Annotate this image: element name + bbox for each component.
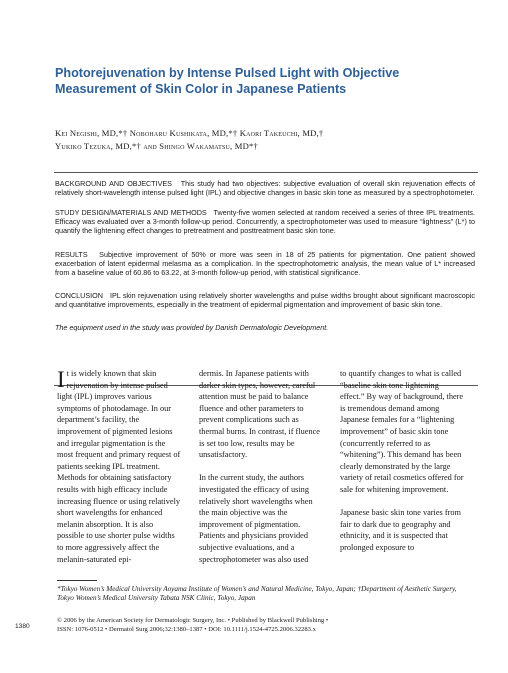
body-paragraph: dermis. In Japanese patients with darker skin types, however, careful attention must be paid to balance fluence and other parameters to prevent complications such as thermal burns. In contrast, if fluence is set too low, results may be unsatisfactory. <box>199 369 320 460</box>
body-paragraph: to quantify changes to what is called “baseline skin tone lightening effect.” By way of background, there is tremendous demand among Japanese females for a “lightening improvement” of basic skin tone (concurrently referred to as “whitening”). This demand has been clearly demonstrated by the large variety of retail cosmetics offered for sale for whitening improvement. <box>340 369 464 494</box>
body-column-2 <box>199 368 324 565</box>
abstract-background-text: This study had two objectives: subjective evaluation of overall skin rejuvenation effects of relatively short-wavelength intense pulsed light (IPL) and objective changes in basic skin tone as measured by a spectrophotometer. <box>55 179 475 197</box>
abstract-results <box>55 251 475 278</box>
abstract-design-text: Twenty-five women selected at random received a series of three IPL treatments. Efficacy was evaluated over a 3-month follow-up period. Concurrently, a spectrophotometer was used to measure “lightness” (L*) to quantify the lightening effect changes to pretreatment and posttreatment basic skin tone. <box>55 208 475 235</box>
copyright-line-2: ISSN: 1076-0512 • Dermatol Surg 2006;32:1380–1387 • DOI: 10.1111/j.1524-4725.2006.32283.x <box>57 625 316 633</box>
abstract-results-text: Subjective improvement of 50% or more was seen in 18 of 25 patients for pigmentation. One patient showed exacerbation of latent epidermal melasma as a complication. In the spectrophotometric analysis, the mean value of L* increased from a baseline value of 60.86 to 63.22, at 3-month follow-up period, with statistical significance. <box>55 250 475 277</box>
abstract-study-design <box>55 209 475 236</box>
body-column-3 <box>340 368 465 554</box>
abstract-conclusion <box>55 292 475 310</box>
footnote-rule <box>57 580 97 581</box>
authors-line-1: Kei Negishi, MD,*† Noboharu Kushikata, MD,*† Kaori Takeuchi, MD,† <box>55 128 324 138</box>
body-column-1 <box>57 368 182 565</box>
article-title: Photorejuvenation by Intense Pulsed Light with Objective Measurement of Skin Color in Japanese Patients <box>55 66 400 96</box>
abstract-background-heading: BACKGROUND AND OBJECTIVES <box>55 179 172 188</box>
body-paragraph <box>57 368 182 565</box>
affiliation-footnote: *Tokyo Women’s Medical University Aoyama Institute of Women’s and Natural Medicine, Tokyo, Japan; †Department of Aesthetic Surgery, Tokyo Women’s Medical University Tabata NSK Clinic, Tokyo, Japan <box>57 585 457 602</box>
abstract-results-heading: RESULTS <box>55 250 88 259</box>
abstract-background <box>55 180 475 198</box>
copyright-line-1: © 2006 by the American Society for Dermatologic Surgery, Inc. • Published by Blackwell Publishing • <box>57 617 329 624</box>
abstract-design-heading: STUDY DESIGN/MATERIALS AND METHODS <box>55 208 207 217</box>
body-paragraph: Japanese basic skin tone varies from fair to dark due to geography and ethnicity, and it is suspected that prolonged exposure to <box>340 508 461 552</box>
abstract-box <box>54 172 478 386</box>
author-list <box>55 127 475 153</box>
page-number: 1380 <box>15 623 30 630</box>
equipment-note: The equipment used in the study was provided by Danish Dermatologic Development. <box>55 323 329 332</box>
abstract-conclusion-heading: CONCLUSION <box>55 291 103 300</box>
authors-line-2: Yukiko Tezuka, MD,*† and Shingo Wakamatsu, MD*† <box>55 141 258 151</box>
col1-text: t is widely known that skin rejuvenation by intense pulsed light (IPL) improves various symptoms of photodamage. In our department’s facility, the improvement of pigmented lesions and irregular pigmentation is the most frequent and primary request of patients seeking IPL treatment. Methods for obtaining satisfactory results with high efficacy include increasing fluence or using relatively short wavelengths for enhanced melanin absorption. It is also possible to use shorter pulse widths to more aggressively affect the melanin-saturated epi- <box>57 369 181 564</box>
copyright-block <box>57 617 477 634</box>
drop-cap: I <box>57 367 65 392</box>
body-paragraph: In the current study, the authors investigated the efficacy of using relatively short wavelengths when the main objective was the improvement of pigmentation. Patients and physicians provided subjective evaluations, and a spectrophotometer was also used <box>199 473 313 564</box>
abstract-conclusion-text: IPL skin rejuvenation using relatively shorter wavelengths and pulse widths brought about significant macroscopic and quantitative improvements, especially in the treatment of epidermal pigmentation and improvement of basic skin tone. <box>55 291 475 309</box>
